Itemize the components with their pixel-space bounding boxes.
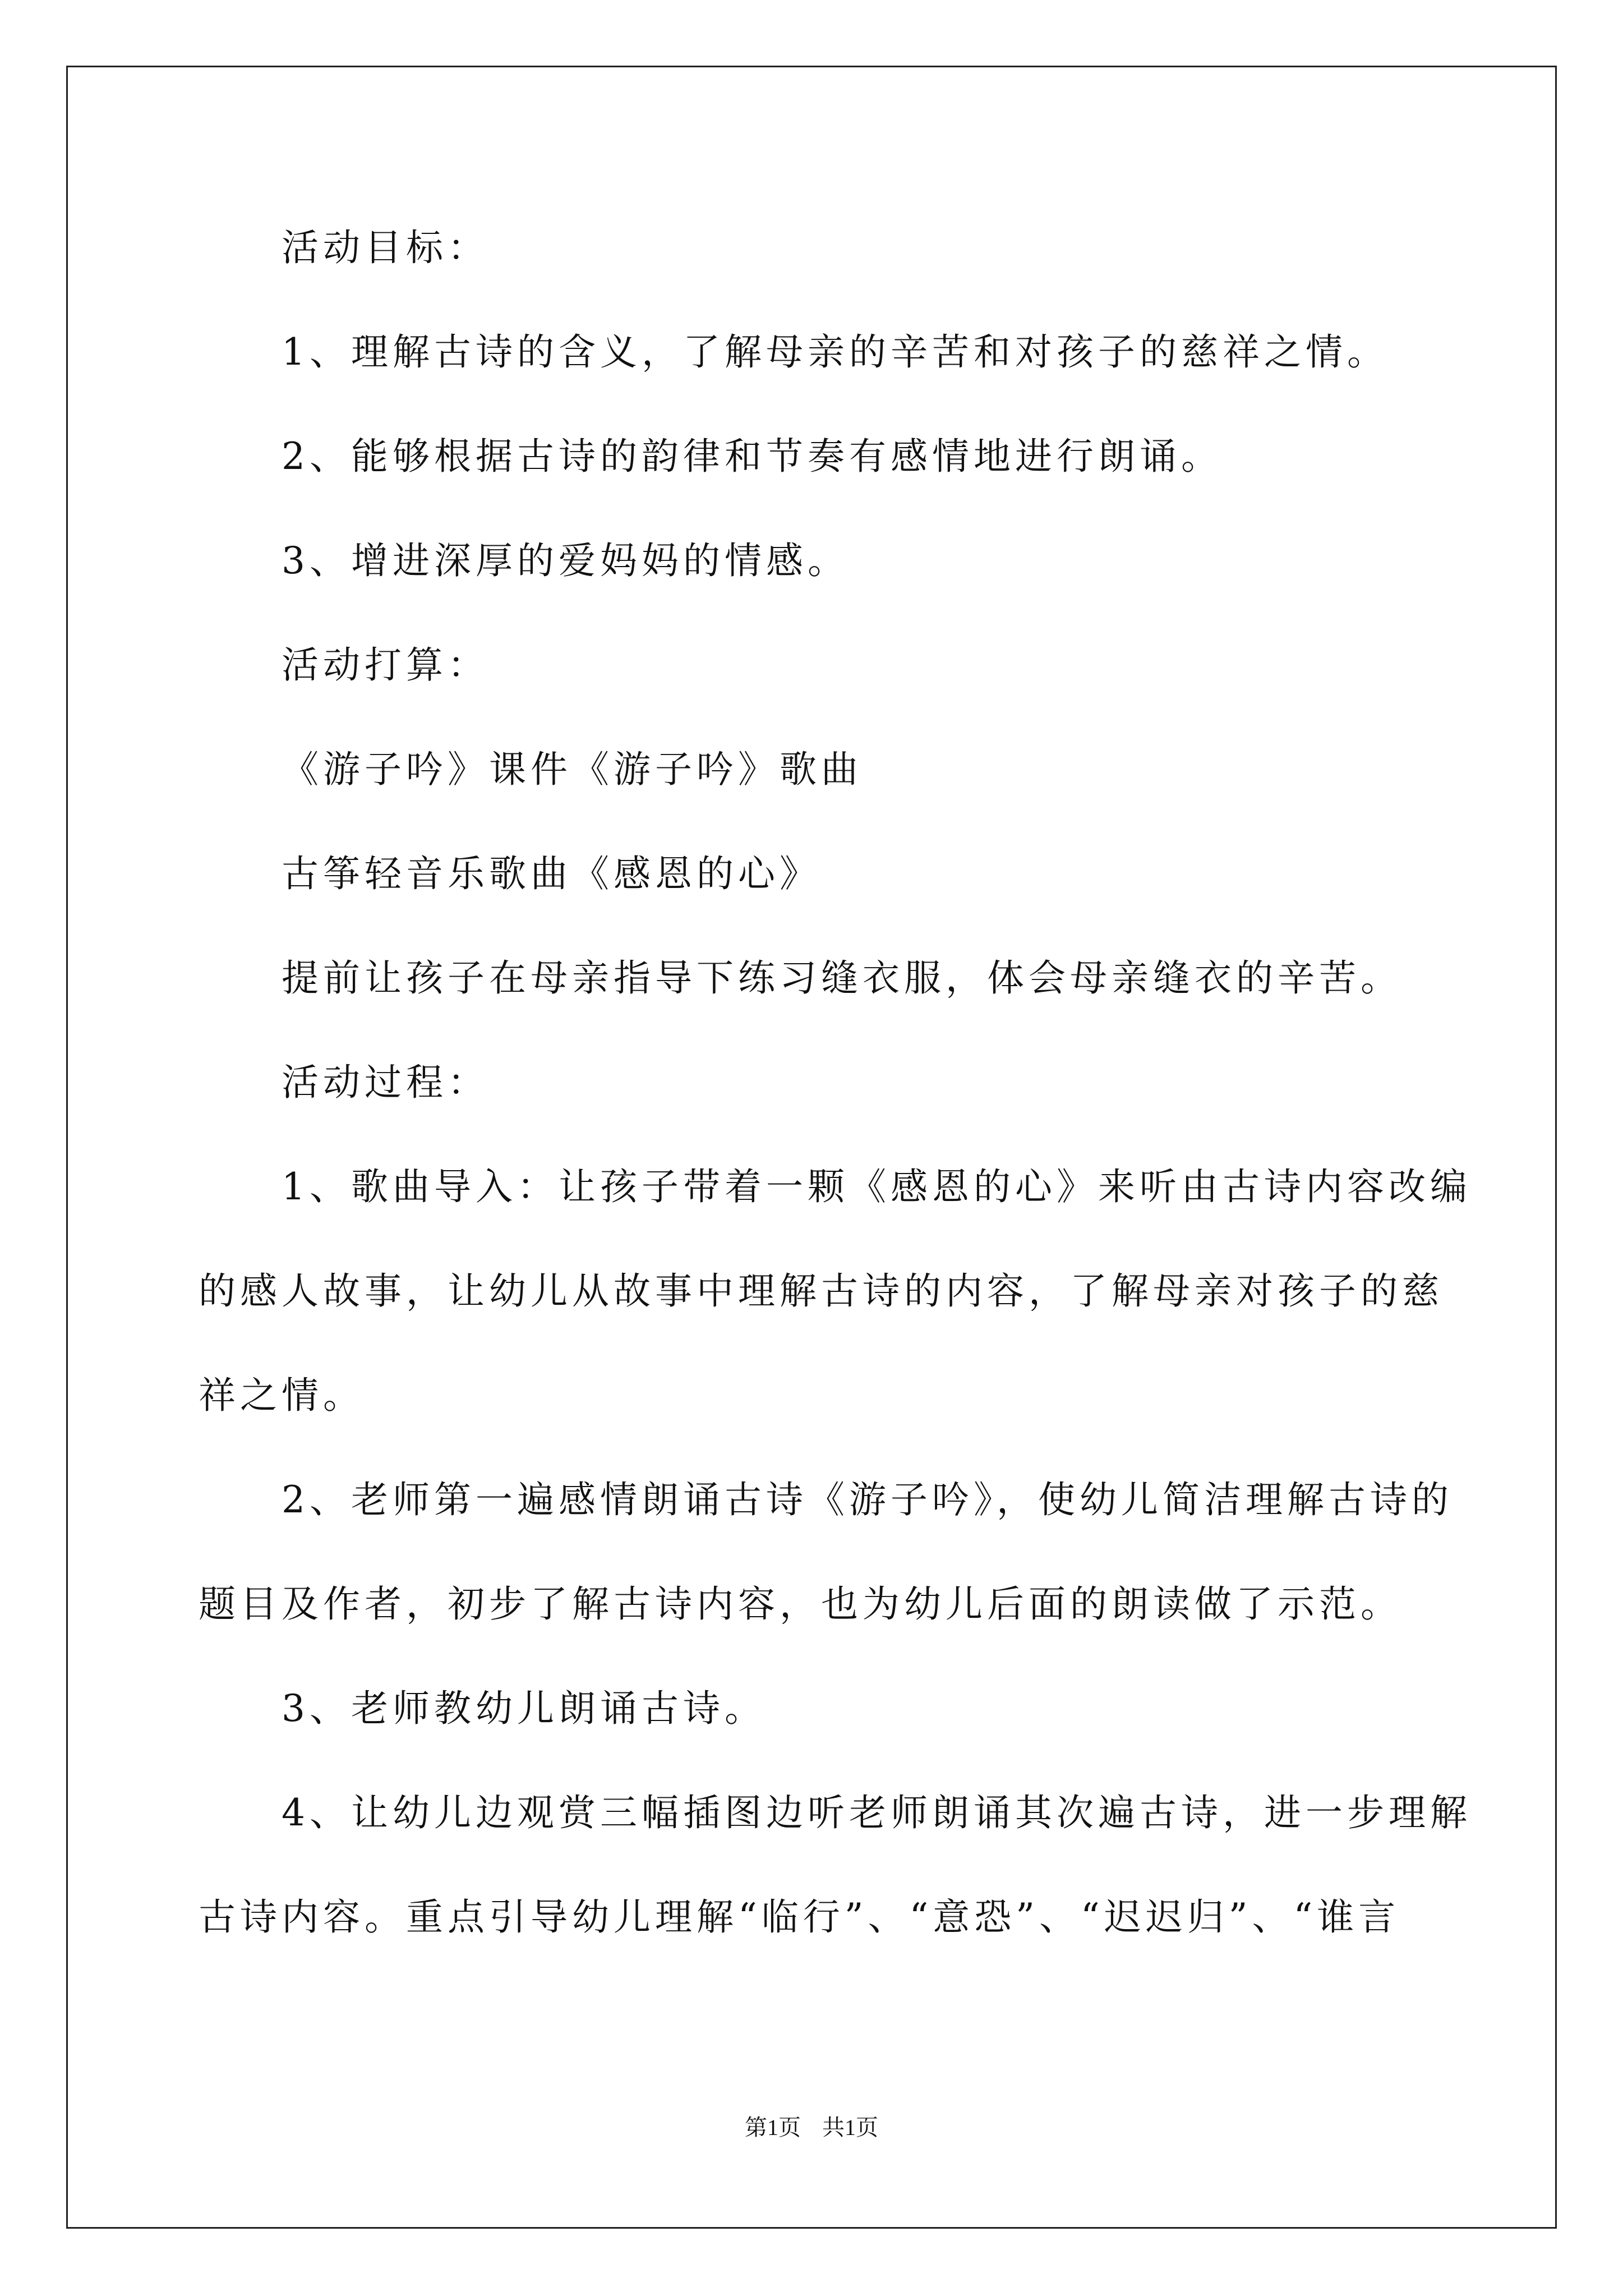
page-footer (0, 2111, 1623, 2145)
heading-activity-goals: 活动目标： (282, 226, 489, 269)
process-step-4-line: 4、让幼儿边观赏三幅插图边听老师朗诵其次遍古诗，进一步理解 (282, 1791, 1472, 1834)
page-number-current: 第1页 (745, 2115, 801, 2140)
heading-activity-preparation: 活动打算： (282, 643, 489, 687)
process-step-3: 3、老师教幼儿朗诵古诗。 (282, 1687, 766, 1730)
preparation-item-1: 《游子吟》课件《游子吟》歌曲 (282, 748, 863, 791)
process-step-4 (199, 1787, 1472, 1944)
document-body (199, 222, 1472, 1944)
goal-item-2: 2、能够根据古诗的韵律和节奏有感情地进行朗诵。 (282, 435, 1223, 478)
process-step-2-line: 题目及作者，初步了解古诗内容，也为幼儿后面的朗读做了示范。 (199, 1582, 1402, 1626)
page-number-total: 共1页 (822, 2115, 878, 2140)
process-step-4-line: 古诗内容。重点引导幼儿理解“临行”、“意恐”、“迟迟归”、“谁言 (199, 1895, 1400, 1939)
process-step-1-line: 1、歌曲导入：让孩子带着一颗《感恩的心》来听由古诗内容改编 (282, 1165, 1472, 1208)
process-step-1-line: 祥之情。 (199, 1374, 365, 1417)
process-step-2 (199, 1474, 1453, 1631)
preparation-item-3: 提前让孩子在母亲指导下练习缝衣服，体会母亲缝衣的辛苦。 (282, 956, 1402, 1000)
goal-item-1: 1、理解古诗的含义，了解母亲的辛苦和对孩子的慈祥之情。 (282, 330, 1389, 374)
process-step-1 (199, 1161, 1472, 1422)
process-step-1-line: 的感人故事，让幼儿从故事中理解古诗的内容，了解母亲对孩子的慈 (199, 1269, 1444, 1313)
process-step-2-line: 2、老师第一遍感情朗诵古诗《游子吟》，使幼儿简洁理解古诗的 (282, 1478, 1453, 1521)
heading-activity-process: 活动过程： (282, 1061, 489, 1104)
goal-item-3: 3、增进深厚的爱妈妈的情感。 (282, 539, 849, 582)
preparation-item-2: 古筝轻音乐歌曲《感恩的心》 (282, 852, 821, 895)
